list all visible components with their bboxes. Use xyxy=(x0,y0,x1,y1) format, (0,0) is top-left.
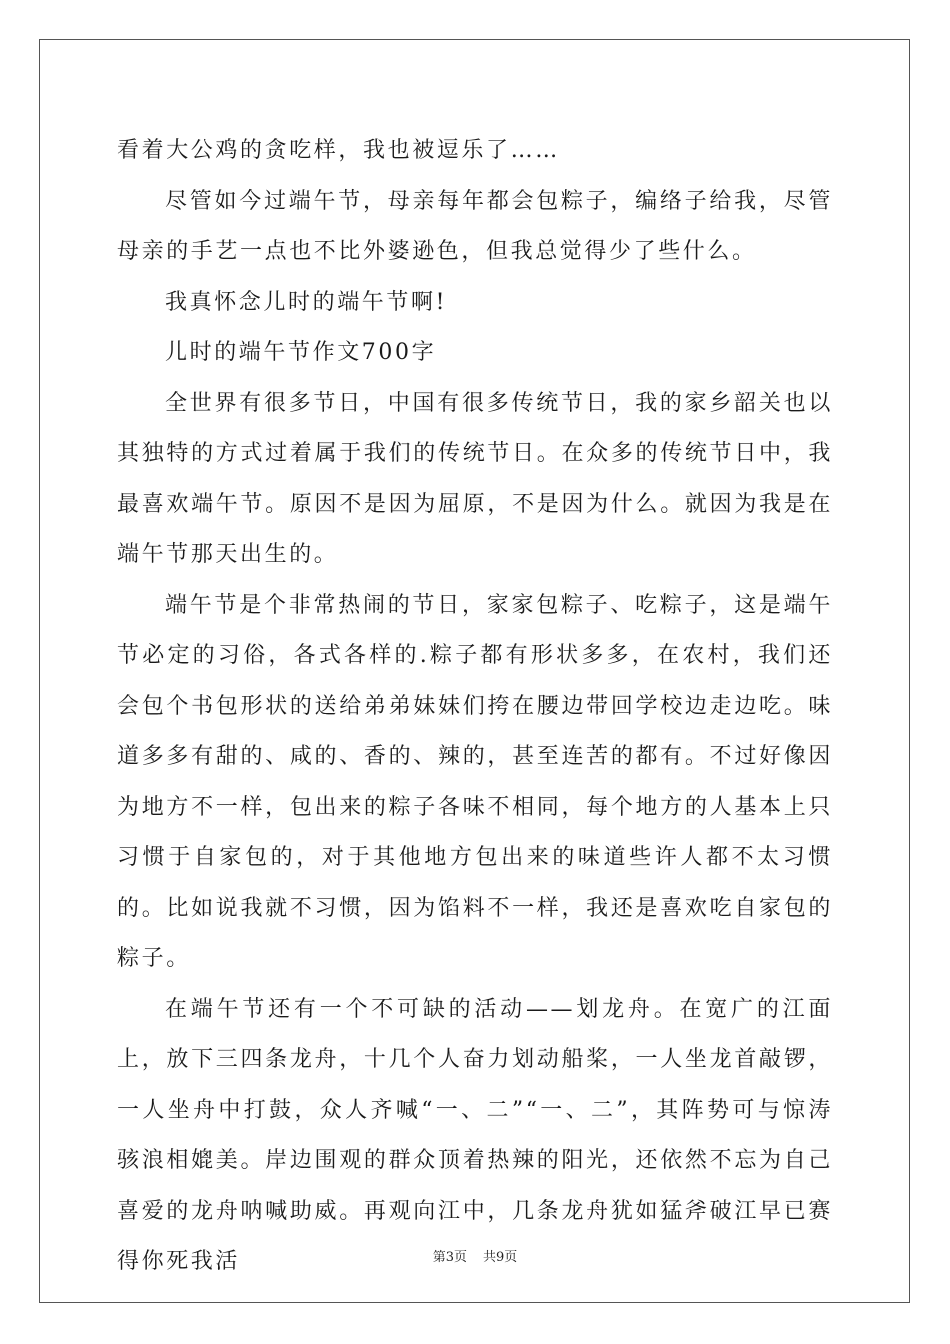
paragraph-3: 我真怀念儿时的端午节啊! xyxy=(165,289,448,315)
page-total: 共9页 xyxy=(483,1250,518,1265)
document-body xyxy=(117,126,833,1288)
paragraph-2: 尽管如今过端午节，母亲每年都会包粽子，编络子给我，尽管母亲的手艺一点也不比外婆逊色，但我总觉得少了些什么。 xyxy=(117,188,833,264)
paragraph-7: 在端午节还有一个不可缺的活动——划龙舟。在宽广的江面上，放下三四条龙舟，十几个人奋力划动船桨，一人坐龙首敲锣，一人坐舟中打鼓，众人齐喊“一、二”“一、二”，其阵势可与惊涛骇浪相媲美。岸边围观的群众顶着热辣的阳光，还依然不忘为自己喜爱的龙舟呐喊助威。再观向江中，几条龙舟犹如猛斧破江早已赛得你死我活 xyxy=(117,996,833,1274)
essay-title: 儿时的端午节作文700字 xyxy=(165,340,437,365)
page-footer xyxy=(0,1246,950,1265)
paragraph-6: 端午节是个非常热闹的节日，家家包粽子、吃粽子，这是端午节必定的习俗，各式各样的.粽子都有形状多多，在农村，我们还会包个书包形状的送给弟弟妹妹们挎在腰边带回学校边走边吃。味道多多有甜的、咸的、香的、辣的，甚至连苦的都有。不过好像因为地方不一样，包出来的粽子各味不相同，每个地方的人基本上只习惯于自家包的，对于其他地方包出来的味道些许人都不太习惯的。比如说我就不习惯，因为馅料不一样，我还是喜欢吃自家包的粽子。 xyxy=(117,592,833,971)
paragraph-1: 看着大公鸡的贪吃样，我也被逗乐了…… xyxy=(117,138,560,163)
paragraph-5: 全世界有很多节日，中国有很多传统节日，我的家乡韶关也以其独特的方式过着属于我们的传统节日。在众多的传统节日中，我最喜欢端午节。原因不是因为屈原，不是因为什么。就因为我是在端午节那天出生的。 xyxy=(117,390,833,567)
page-number: 第3页 xyxy=(432,1250,467,1265)
